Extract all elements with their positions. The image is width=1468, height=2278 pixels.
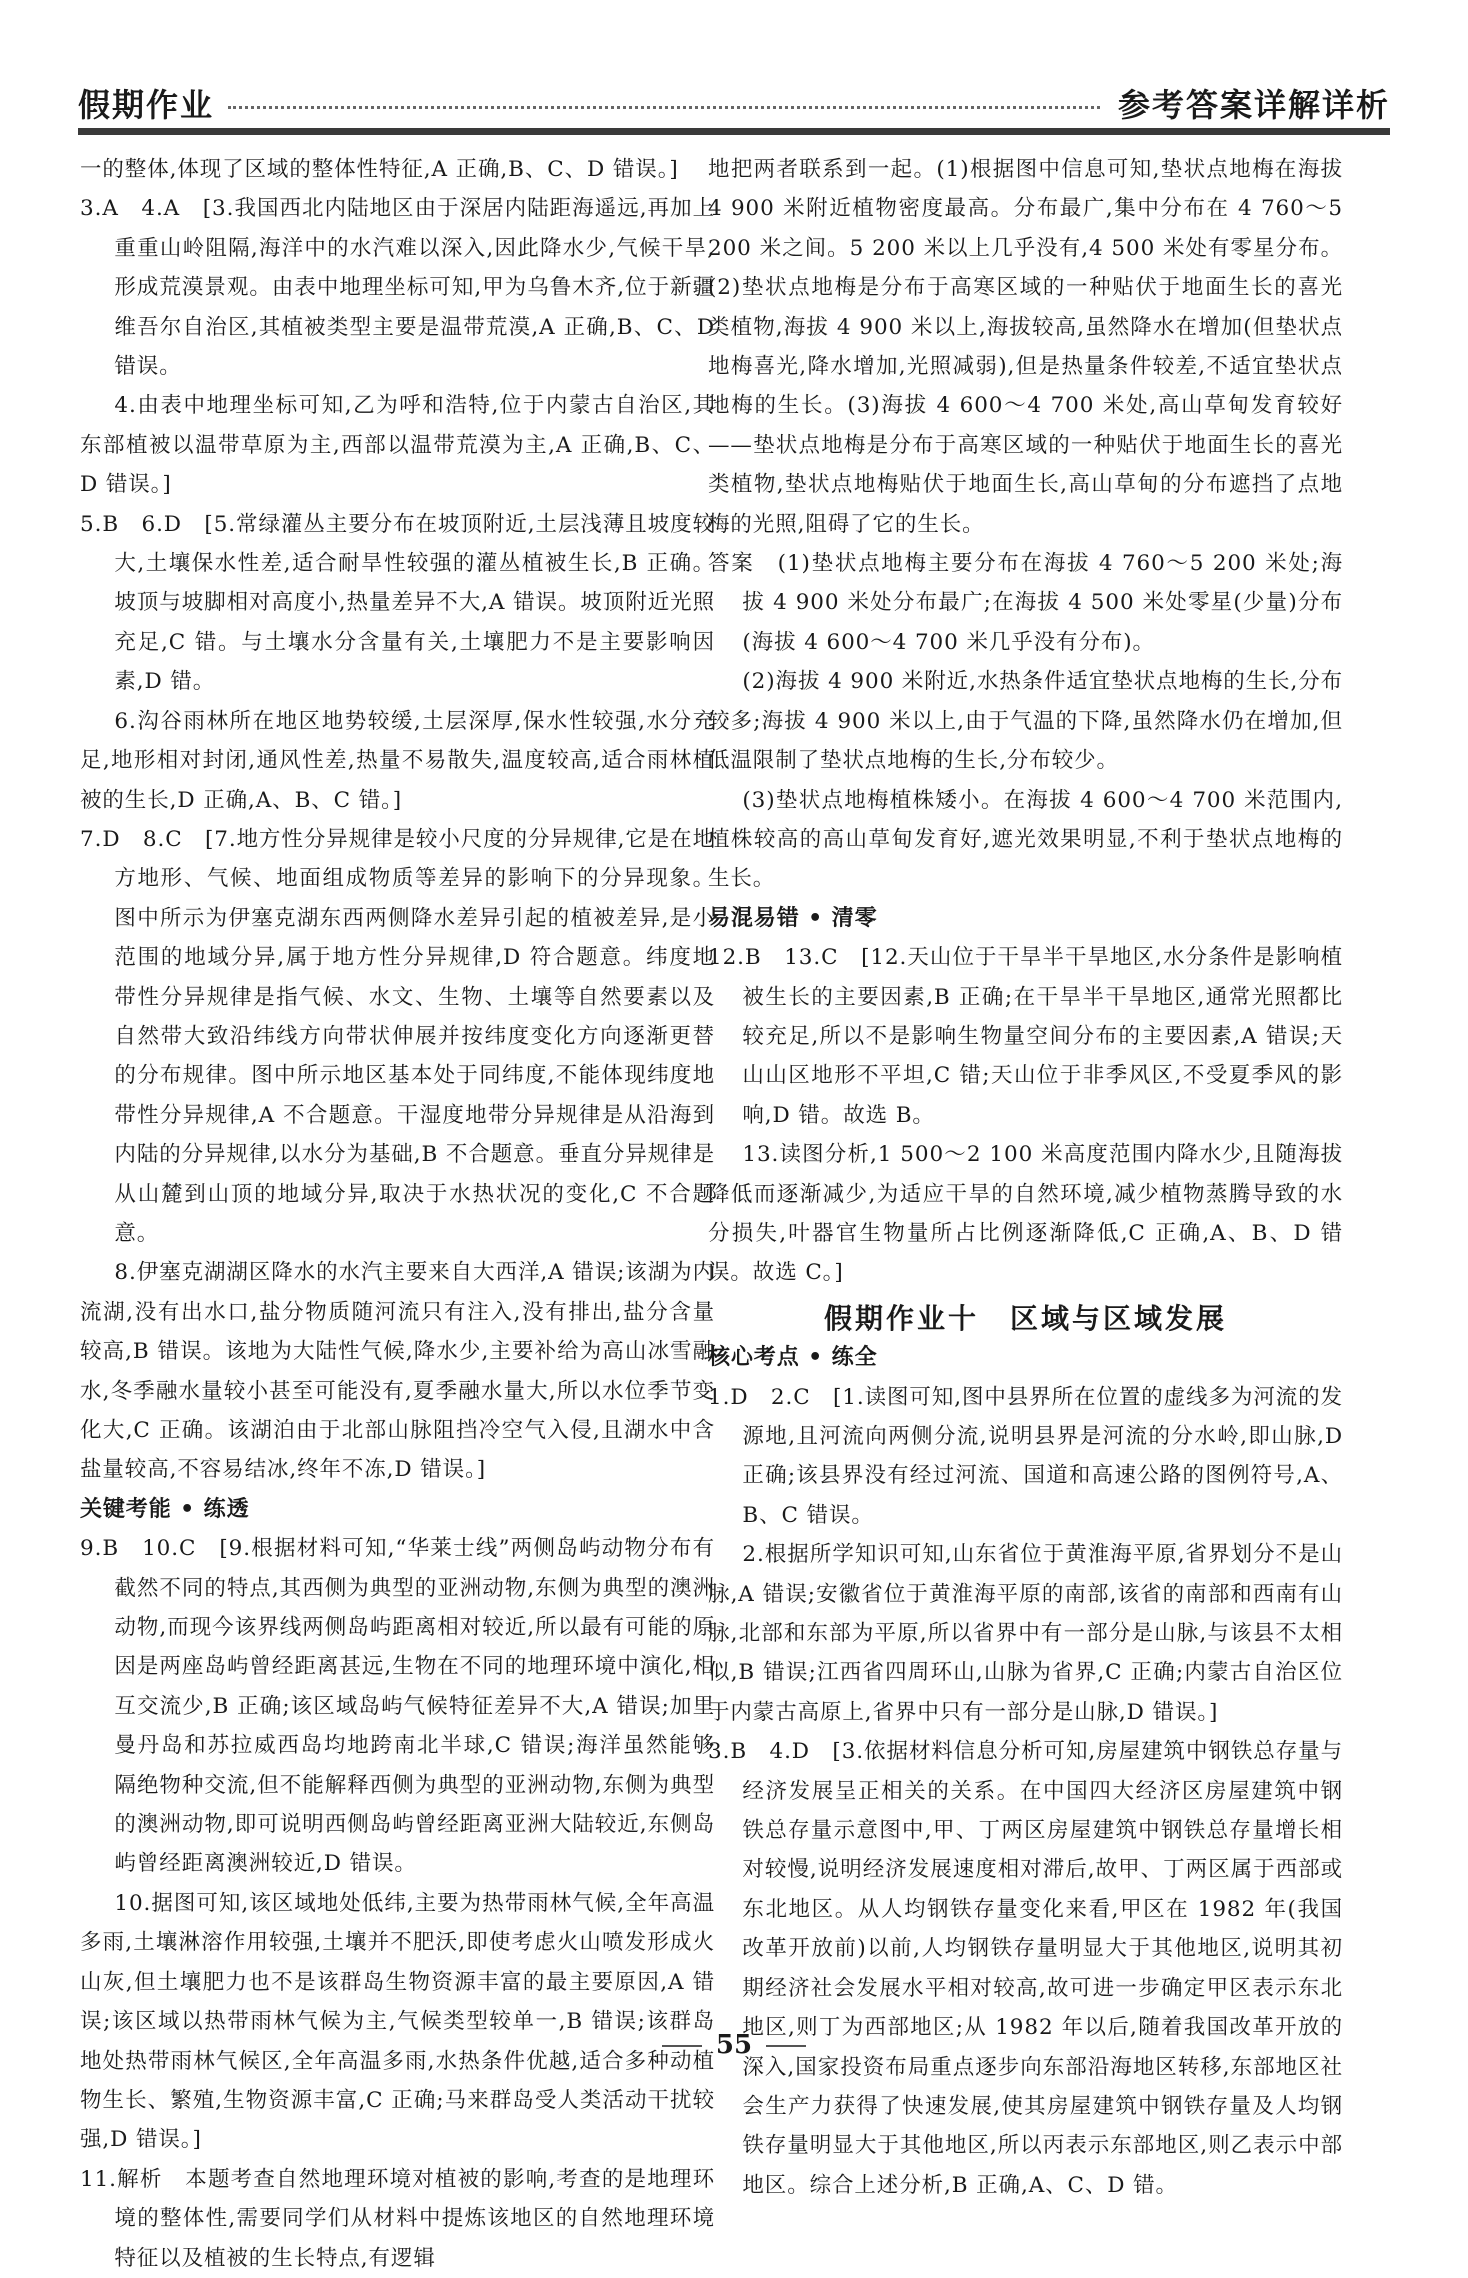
section-heading: 12.B 13.C [12.天山位于干旱半干旱地区,水分条件是影响植被生长的主要因素,B 正确;在干旱半干旱地区,通常光照都比较充足,所以不是影响生物量空间分布的主要因素,A 错误;天山山区地形不平坦,C 错;天山位于非季风区,不受夏季风的影响,D 错。故选 B。 xyxy=(708,945,1343,1128)
header-rule xyxy=(78,128,1390,135)
section-heading: 11.解析 本题考查自然地理环境对植被的影响,考查的是地理环境的整体性,需要同学们从材料中提炼该地区的自然地理环境特征以及植被的生长特点,有逻辑 xyxy=(80,2166,715,2271)
answer-paragraph: 2.根据所学知识可知,山东省位于黄淮海平原,省界划分不是山脉,A 错误;安徽省位于黄淮海平原的南部,该省的南部和西南有山脉,北部和东部为平原,所以省界中有一部分是山脉,与该县不太相似,B 错误;江西省四周环山,山脉为省界,C 正确;内蒙古自治区位于内蒙古高原上,省界中只有一部分是山脉,D 错误。] xyxy=(708,1542,1343,1725)
answer-paragraph: 6.沟谷雨林所在地区地势较缓,土层深厚,保水性较强,水分充足,地形相对封闭,通风性差,热量不易散失,温度较高,适合雨林植被的生长,D 正确,A、B、C 错。] xyxy=(80,708,715,813)
section-heading: 3.A 4.A [3.我国西北内陆地区由于深居内陆距海遥远,再加上重重山岭阻隔,海洋中的水汽难以深入,因此降水少,气候干旱,形成荒漠景观。由表中地理坐标可知,甲为乌鲁木齐,位于新疆维吾尔自治区,其植被类型主要是温带荒漠,A 正确,B、C、D 错误。 xyxy=(80,196,715,380)
page-header xyxy=(78,80,1390,132)
left-column xyxy=(80,150,715,2278)
section-heading: 9.B 10.C [9.根据材料可知,“华莱士线”两侧岛屿动物分布有截然不同的特点,其西侧为典型的亚洲动物,东侧为典型的澳洲动物,而现今该界线两侧岛屿距离相对较近,所以最有可能的原因是两座岛屿曾经距离甚远,生物在不同的地理环境中演化,相互交流少,B 正确;该区域岛屿气候特征差异不大,A 错误;加里曼丹岛和苏拉威西岛均地跨南北半球,C 错误;海洋虽然能够隔绝物种交流,但不能解释西侧为典型的亚洲动物,东侧为典型的澳洲动物,即可说明西侧岛屿曾经距离亚洲大陆较近,东侧岛屿曾经距离澳洲较近,D 错误。 xyxy=(80,1536,715,1877)
header-left-title: 假期作业 xyxy=(78,86,215,124)
answer-paragraph: (2)海拔 4 900 米附近,水热条件适宜垫状点地梅的生长,分布较多;海拔 4 900 米以上,由于气温的下降,虽然降水仍在增加,但低温限制了垫状点地梅的生长,分布较少。 xyxy=(708,669,1343,774)
answer-paragraph: 4.由表中地理坐标可知,乙为呼和浩特,位于内蒙古自治区,其东部植被以温带草原为主,西部以温带荒漠为主,A 正确,B、C、D 错误。] xyxy=(80,393,715,498)
section-heading: 假期作业十 区域与区域发展 xyxy=(823,1301,1227,1335)
page-number: 55 xyxy=(715,2030,753,2060)
footer-dash-left xyxy=(662,2045,702,2047)
answer-paragraph: 一的整体,体现了区域的整体性特征,A 正确,B、C、D 错误。] xyxy=(80,157,679,182)
section-heading: 答案 (1)垫状点地梅主要分布在海拔 4 760～5 200 米处;海拔 4 900 米处分布最广;在海拔 4 500 米处零星(少量)分布(海拔 4 600～4 700 米几乎没有分布)。 xyxy=(708,551,1343,655)
page-footer xyxy=(0,2030,1468,2060)
section-heading: 易混易错 • 清零 xyxy=(708,905,878,931)
answer-paragraph: 地把两者联系到一起。(1)根据图中信息可知,垫状点地梅在海拔 4 900 米附近植物密度最高。分布最广,集中分布在 4 760～5 200 米之间。5 200 米以上几乎没有,4 500 米处有零星分布。(2)垫状点地梅是分布于高寒区域的一种贴伏于地面生长的喜光类植物,海拔 4 900 米以上,海拔较高,虽然降水在增加(但垫状点地梅喜光,降水增加,光照减弱),但是热量条件较差,不适宜垫状点地梅的生长。(3)海拔 4 600～4 700 米处,高山草甸发育较好——垫状点地梅是分布于高寒区域的一种贴伏于地面生长的喜光类植物,垫状点地梅贴伏于地面生长,高山草甸的分布遮挡了点地梅的光照,阻碍了它的生长。 xyxy=(708,157,1343,537)
section-heading: 关键考能 • 练透 xyxy=(80,1496,250,1522)
answer-paragraph: 13.读图分析,1 500～2 100 米高度范围内降水少,且随海拔降低而逐渐减少,为适应干旱的自然环境,减少植物蒸腾导致的水分损失,叶器官生物量所占比例逐渐降低,C 正确,A、B、D 错误。故选 C。] xyxy=(708,1142,1343,1286)
section-heading: 7.D 8.C [7.地方性分异规律是较小尺度的分异规律,它是在地方地形、气候、地面组成物质等差异的影响下的分异现象。图中所示为伊塞克湖东西两侧降水差异引起的植被差异,是小范围的地域分异,属于地方性分异规律,D 符合题意。纬度地带性分异规律是指气候、水文、生物、土壤等自然要素以及自然带大致沿纬线方向带状伸展并按纬度变化方向逐渐更替的分布规律。图中所示地区基本处于同纬度,不能体现纬度地带性分异规律,A 不合题意。干湿度地带分异规律是从沿海到内陆的分异规律,以水分为基础,B 不合题意。垂直分异规律是从山麓到山顶的地域分异,取决于水热状况的变化,C 不合题意。 xyxy=(80,826,715,1246)
footer-dash-right xyxy=(766,2045,806,2047)
section-heading: 1.D 2.C [1.读图可知,图中县界所在位置的虚线多为河流的发源地,且河流向两侧分流,说明县界是河流的分水岭,即山脉,D 正确;该县界没有经过河流、国道和高速公路的图例符号,A、B、C 错误。 xyxy=(708,1384,1343,1528)
header-right-title: 参考答案详解详析 xyxy=(1117,86,1390,124)
answer-paragraph: (3)垫状点地梅植株矮小。在海拔 4 600～4 700 米范围内,植株较高的高山草甸发育好,遮光效果明显,不利于垫状点地梅的生长。 xyxy=(708,787,1343,892)
right-column xyxy=(708,150,1343,2205)
section-heading: 核心考点 • 练全 xyxy=(708,1345,878,1371)
section-heading: 5.B 6.D [5.常绿灌丛主要分布在坡顶附近,土层浅薄且坡度较大,土壤保水性差,适合耐旱性较强的灌丛植被生长,B 正确。坡顶与坡脚相对高度小,热量差异不大,A 错误。坡顶附近光照充足,C 错。与土壤水分含量有关,土壤肥力不是主要影响因素,D 错。 xyxy=(80,511,715,695)
header-dotted-leader xyxy=(228,106,1100,109)
section-heading: 3.B 4.D [3.依据材料信息分析可知,房屋建筑中钢铁总存量与经济发展呈正相关的关系。在中国四大经济区房屋建筑中钢铁总存量示意图中,甲、丁两区房屋建筑中钢铁总存量增长相对较慢,说明经济发展速度相对滞后,故甲、丁两区属于西部或东北地区。从人均钢铁存量变化来看,甲区在 1982 年(我国改革开放前)以前,人均钢铁存量明显大于其他地区,说明其初期经济社会发展水平相对较高,故可进一步确定甲区表示东北地区,则丁为西部地区;从 1982 年以后,随着我国改革开放的深入,国家投资布局重点逐步向东部沿海地区转移,东部地区社会生产力获得了快速发展,使其房屋建筑中钢铁存量及人均钢铁存量明显大于其他地区,所以丙表示东部地区,则乙表示中部地区。综合上述分析,B 正确,A、C、D 错。 xyxy=(708,1739,1343,2198)
answer-paragraph: 8.伊塞克湖湖区降水的水汽主要来自大西洋,A 错误;该湖为内流湖,没有出水口,盐分物质随河流只有注入,没有排出,盐分含量较高,B 错误。该地为大陆性气候,降水少,主要补给为高山冰雪融水,冬季融水量较小甚至可能没有,夏季融水量大,所以水位季节变化大,C 正确。该湖泊由于北部山脉阻挡冷空气入侵,且湖水中含盐量较高,不容易结冰,终年不冻,D 错误。] xyxy=(80,1260,715,1483)
answer-paragraph: 10.据图可知,该区域地处低纬,主要为热带雨林气候,全年高温多雨,土壤淋溶作用较强,土壤并不肥沃,即使考虑火山喷发形成火山灰,但土壤肥力也不是该群岛生物资源丰富的最主要原因,A 错误;该区域以热带雨林气候为主,气候类型较单一,B 错误;该群岛地处热带雨林气候区,全年高温多雨,水热条件优越,适合多种动植物生长、繁殖,生物资源丰富,C 正确;马来群岛受人类活动干扰较强,D 错误。] xyxy=(80,1890,715,2153)
